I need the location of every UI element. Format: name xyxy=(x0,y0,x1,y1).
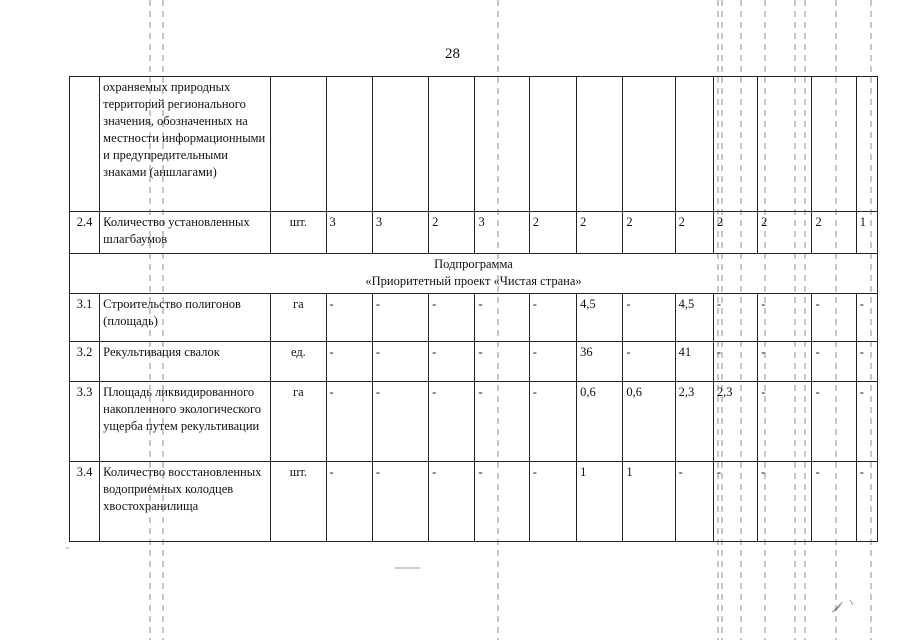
subprogram-heading xyxy=(70,254,878,294)
indicator-name: Количество восстановленных водоприемных колодцев хвостохранилища xyxy=(100,462,271,542)
value-cell: 2 xyxy=(623,212,675,254)
value-cell: 2 xyxy=(429,212,475,254)
page-number: 28 xyxy=(445,46,460,62)
row-number: 3.3 xyxy=(70,382,100,462)
value-cell: 1 xyxy=(623,462,675,542)
value-cell: 2 xyxy=(812,212,856,254)
value-cell: - xyxy=(529,294,576,342)
value-cell: - xyxy=(675,462,713,542)
value-cell xyxy=(529,77,576,212)
value-cell: - xyxy=(475,462,529,542)
table-row xyxy=(70,462,878,542)
subprogram-title: «Приоритетный проект «Чистая страна» xyxy=(365,274,582,288)
value-cell: - xyxy=(372,382,428,462)
value-cell: - xyxy=(529,382,576,462)
value-cell xyxy=(475,77,529,212)
value-cell: - xyxy=(372,294,428,342)
value-cell: - xyxy=(372,462,428,542)
value-cell: - xyxy=(713,294,757,342)
value-cell: - xyxy=(812,294,856,342)
value-cell: - xyxy=(812,462,856,542)
value-cell: 2 xyxy=(577,212,623,254)
value-cell: - xyxy=(856,294,877,342)
table-row xyxy=(70,382,878,462)
value-cell: - xyxy=(856,342,877,382)
value-cell: - xyxy=(529,342,576,382)
value-cell: - xyxy=(812,382,856,462)
value-cell: - xyxy=(856,462,877,542)
indicator-name: охраняемых природных территорий регионального значения, обозначенных на местности информационными и предупредительными знаками (аншлагами) xyxy=(100,77,271,212)
value-cell: 2 xyxy=(758,212,812,254)
value-cell: - xyxy=(623,342,675,382)
value-cell: - xyxy=(326,294,372,342)
indicator-name: Количество установленных шлагбаумов xyxy=(100,212,271,254)
value-cell xyxy=(758,77,812,212)
indicator-name: Площадь ликвидированного накопленного экологического ущерба путем рекультивации xyxy=(100,382,271,462)
row-number: 3.4 xyxy=(70,462,100,542)
unit-cell: ед. xyxy=(271,342,326,382)
value-cell: - xyxy=(326,382,372,462)
value-cell: 0,6 xyxy=(577,382,623,462)
value-cell: - xyxy=(713,462,757,542)
value-cell: - xyxy=(475,342,529,382)
table-row xyxy=(70,342,878,382)
value-cell: - xyxy=(758,342,812,382)
value-cell: 0,6 xyxy=(623,382,675,462)
value-cell: 2 xyxy=(713,212,757,254)
table-row xyxy=(70,77,878,212)
value-cell: 3 xyxy=(326,212,372,254)
value-cell: - xyxy=(529,462,576,542)
value-cell: - xyxy=(623,294,675,342)
indicators-table xyxy=(69,76,878,542)
value-cell: - xyxy=(326,462,372,542)
value-cell: - xyxy=(475,382,529,462)
value-cell xyxy=(429,77,475,212)
value-cell: - xyxy=(812,342,856,382)
unit-cell xyxy=(271,77,326,212)
value-cell: - xyxy=(758,294,812,342)
value-cell: - xyxy=(713,342,757,382)
value-cell: 36 xyxy=(577,342,623,382)
value-cell: - xyxy=(429,462,475,542)
value-cell: - xyxy=(758,382,812,462)
value-cell xyxy=(675,77,713,212)
value-cell xyxy=(856,77,877,212)
value-cell: 4,5 xyxy=(577,294,623,342)
value-cell: 1 xyxy=(856,212,877,254)
row-number: 2.4 xyxy=(70,212,100,254)
value-cell: 2 xyxy=(675,212,713,254)
value-cell: - xyxy=(856,382,877,462)
value-cell: - xyxy=(475,294,529,342)
value-cell: 3 xyxy=(372,212,428,254)
subprogram-label: Подпрограмма xyxy=(434,257,513,271)
value-cell: 3 xyxy=(475,212,529,254)
value-cell: - xyxy=(429,294,475,342)
unit-cell: шт. xyxy=(271,462,326,542)
row-number: 3.2 xyxy=(70,342,100,382)
unit-cell: га xyxy=(271,294,326,342)
section-row xyxy=(70,254,878,294)
value-cell xyxy=(623,77,675,212)
value-cell: 4,5 xyxy=(675,294,713,342)
unit-cell: шт. xyxy=(271,212,326,254)
value-cell xyxy=(713,77,757,212)
value-cell: 2,3 xyxy=(675,382,713,462)
indicator-name: Строительство полигонов (площадь) xyxy=(100,294,271,342)
value-cell: - xyxy=(429,342,475,382)
value-cell: 1 xyxy=(577,462,623,542)
value-cell: 2 xyxy=(529,212,576,254)
value-cell: 2,3 xyxy=(713,382,757,462)
value-cell: 41 xyxy=(675,342,713,382)
unit-cell: га xyxy=(271,382,326,462)
value-cell: - xyxy=(758,462,812,542)
table-row xyxy=(70,212,878,254)
value-cell xyxy=(326,77,372,212)
value-cell: - xyxy=(372,342,428,382)
value-cell xyxy=(577,77,623,212)
value-cell xyxy=(812,77,856,212)
value-cell xyxy=(372,77,428,212)
value-cell: - xyxy=(429,382,475,462)
table-row xyxy=(70,294,878,342)
indicator-name: Рекультивация свалок xyxy=(100,342,271,382)
value-cell: - xyxy=(326,342,372,382)
row-number: 3.1 xyxy=(70,294,100,342)
row-number xyxy=(70,77,100,212)
